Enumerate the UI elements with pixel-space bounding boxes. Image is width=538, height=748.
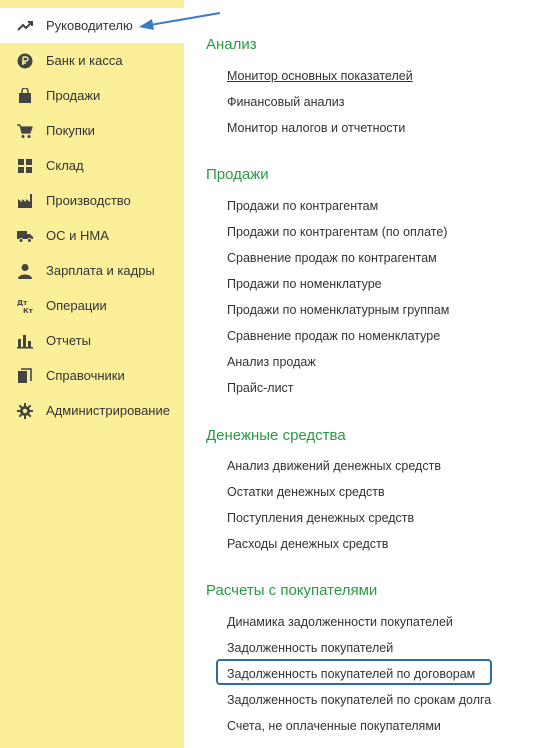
- sidebar-item-production[interactable]: [0, 183, 184, 218]
- sidebar-item-administration[interactable]: [0, 393, 184, 428]
- sidebar-item-bank[interactable]: [0, 43, 184, 78]
- link-debt-dynamics[interactable]: Динамика задолженности покупателей: [227, 615, 453, 629]
- sidebar-item-label: Банк и касса: [46, 53, 123, 68]
- link-monitor-indicators[interactable]: Монитор основных показателей: [227, 69, 413, 83]
- sidebar-item-label: Руководителю: [46, 18, 133, 33]
- link-customer-debt[interactable]: Задолженность покупателей: [227, 641, 394, 655]
- sidebar-item-references[interactable]: [0, 358, 184, 393]
- sidebar-item-label: Производство: [46, 193, 131, 208]
- bar-chart-icon: [16, 332, 34, 350]
- svg-text:Кт: Кт: [23, 306, 33, 314]
- sidebar-item-label: Склад: [46, 158, 84, 173]
- sidebar-item-label: Продажи: [46, 88, 101, 103]
- shopping-cart-icon: [16, 122, 34, 140]
- link-cash-receipts[interactable]: Поступления денежных средств: [227, 511, 415, 525]
- shopping-bag-icon: [16, 87, 34, 105]
- section-title-customer-settlements: Расчеты с покупателями: [206, 582, 378, 599]
- warehouse-icon: [16, 157, 34, 175]
- sidebar-item-label: Справочники: [46, 368, 125, 383]
- link-sales-by-nomenclature-groups[interactable]: Продажи по номенклатурным группам: [227, 303, 450, 317]
- section-title-sales: Продажи: [206, 166, 269, 183]
- link-cash-movement-analysis[interactable]: Анализ движений денежных средств: [227, 459, 441, 473]
- books-icon: [16, 367, 34, 385]
- highlight-box: [216, 659, 492, 685]
- sidebar-item-warehouse[interactable]: [0, 148, 184, 183]
- sidebar-item-label: Зарплата и кадры: [46, 263, 155, 278]
- link-sales-by-nomenclature[interactable]: Продажи по номенклатуре: [227, 277, 382, 291]
- sidebar-item-os-nma[interactable]: [0, 218, 184, 253]
- sidebar-item-label: Покупки: [46, 123, 95, 138]
- link-sales-analysis[interactable]: Анализ продаж: [227, 355, 316, 369]
- trending-up-icon: [16, 17, 34, 35]
- sidebar-item-rukovoditelyu[interactable]: [0, 8, 184, 43]
- link-cash-balances[interactable]: Остатки денежных средств: [227, 485, 385, 499]
- sidebar-item-sales[interactable]: [0, 78, 184, 113]
- link-price-list[interactable]: Прайс-лист: [227, 381, 294, 395]
- ruble-coin-icon: [16, 52, 34, 70]
- sidebar-item-label: Операции: [46, 298, 107, 313]
- section-title-cash: Денежные средства: [206, 427, 346, 444]
- link-cash-expenses[interactable]: Расходы денежных средств: [227, 537, 389, 551]
- gear-icon: [16, 402, 34, 420]
- sidebar-item-label: Отчеты: [46, 333, 91, 348]
- link-tax-monitor[interactable]: Монитор налогов и отчетности: [227, 121, 406, 135]
- link-unpaid-invoices[interactable]: Счета, не оплаченные покупателями: [227, 719, 441, 733]
- sidebar: [0, 0, 184, 748]
- link-sales-by-counterparty-payment[interactable]: Продажи по контрагентам (по оплате): [227, 225, 448, 239]
- link-financial-analysis[interactable]: Финансовый анализ: [227, 95, 345, 109]
- sidebar-item-salary[interactable]: [0, 253, 184, 288]
- debit-credit-icon: [16, 297, 34, 315]
- section-title-analysis: Анализ: [206, 36, 257, 53]
- factory-icon: [16, 192, 34, 210]
- sidebar-item-reports[interactable]: [0, 323, 184, 358]
- sidebar-item-operations[interactable]: [0, 288, 184, 323]
- link-sales-by-counterparty[interactable]: Продажи по контрагентам: [227, 199, 379, 213]
- svg-text:Дт: Дт: [17, 298, 28, 307]
- link-customer-debt-by-terms[interactable]: Задолженность покупателей по срокам долга: [227, 693, 492, 707]
- sidebar-item-purchases[interactable]: [0, 113, 184, 148]
- link-customer-debt-by-contracts[interactable]: Задолженность покупателей по договорам: [227, 667, 476, 681]
- link-sales-comparison-nomenclature[interactable]: Сравнение продаж по номенклатуре: [227, 329, 441, 343]
- link-sales-comparison-counterparty[interactable]: Сравнение продаж по контрагентам: [227, 251, 437, 265]
- person-icon: [16, 262, 34, 280]
- truck-icon: [16, 227, 34, 245]
- sidebar-item-label: ОС и НМА: [46, 228, 109, 243]
- main-content: [184, 0, 538, 748]
- sidebar-item-label: Администрирование: [46, 403, 170, 418]
